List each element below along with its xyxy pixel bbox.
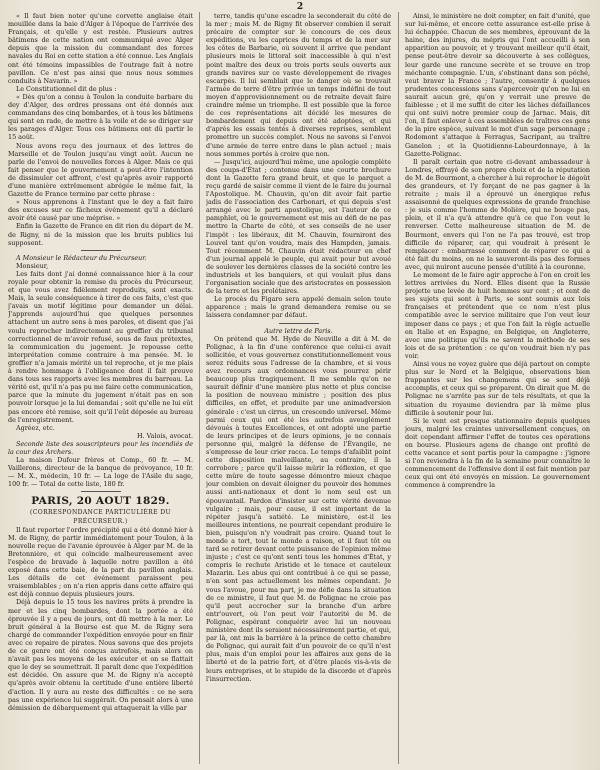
paragraph: Le moment de le faire agir approche à l'on en croit les lettres arrivées du Nord. Elles disent que la Russie projette une levée de huit hommes sur cent ; et cent de ses sujets qui sont à Paris, se sont soumis aux lois françaises et prétendent que ce nom n'est plus compatible avec le service militaire que l'on veut leur imposer dans ce pays ; et que l'on fait la règle actuelle en Italie et en Espagne, en Belgique, en Angleterre, avec une politique qu'ils ne savent la méthode de ses lois et de sa prétention : ce qu'on voudrait bien n'y pas voir. — [405, 271, 590, 360]
letter-heading: A Monsieur le Rédacteur du Précurseur. — [16, 253, 147, 262]
column-rule — [199, 12, 200, 764]
salutation: Monsieur, — [16, 261, 49, 270]
paragraph: « Dès qu'on a connu à Toulon la conduite barbare du dey d'Alger, des ordres pressans ont été donnés aux commandans des cinq bombardes, et à tous les bâtimens qui sont en rade, de mettre à la voile et de se diriger sur les parages d'Alger. Tous ces bâtimens ont dû partir le 15 août. — [8, 92, 193, 142]
paragraph: Il paraît certain que notre ci-devant ambassadeur à Londres, effrayé de son propre choix et de la réputation de M. de Bourmont, a chercher à lui reprocher le dégoût des grandeurs, et l'y forçant de ne pas gagner à la retraite ; mais il a éprouvé un énergique refus assaisonné de quelques expressions de grande franchise : je suis comme l'homme de Molière, qui ne bouge pas, plein, et il n'a qu'à attendre qu'à ce que l'on veut le renverser. Cette malheureuse situation de M. de Bourmont, envers qui l'on ne l'a pas trouvé, est trop difficile de réparer, car, qui voudrait à présent le remplacer : embarrassé comment de réparer ce qui a été fait du moins, on ne la sauveront-ils pas des formes avec, qui nuiront aucune pensée d'utilité à la couronne. — [405, 157, 590, 271]
paragraph: Ainsi vous ne voyez guère que déjà partout on compte plus sur le Nord et la Belgique, observations bien frappantes sur les changemens qui se sont déjà accomplis, et ceux qui se préparent. On dirait que M. de Polignac ne s'arrête pas sur de tels résultats, et que la situation du royaume deviendra par là même plus difficile à soutenir pour lui. — [405, 360, 590, 417]
dateline: PARIS, 20 AOUT 1829. — [31, 495, 170, 508]
separator — [81, 491, 121, 492]
paragraph: — Jusqu'ici, aujourd'hui même, une apologie complète des coups-d'État ; contenue dans une courte brochure dont la Gazette fera grand bruit, et que le parquet a reçu gardé de saisir comme il vient de le faire du journal l'Apostolique. M. Chauvin, qu'on dit avoir fait partie jadis de l'association des Carbonari, et qui depuis s'est arrangé avec le parti apostolique, est l'auteur de ce pamphlet, où le gouvernement est mis au défi de ne pas mettre la Charte de côté, et ses conseils de ne user l'impôt : les libéraux, dit M. Chauvin, fourniront des Louvel tant qu'on voudra, mais des Hampden, jamais. Tout récemment M. Chauvin était rédacteur en chef d'un journal appelé le peuple, qui avait pour but avoué de soulever les dernières classes de la société contre les industriels et les banquiers, et qui voulait plus dans l'organisation sociale que des aristocrates en possession de la terre et les prolétaires. — [206, 157, 391, 296]
paragraph: « Nous apprenons à l'instant que le dey a fait faire des excuses sur ce fâcheux événement qu'il a déclaré avoir été causé par une méprise. » — [8, 198, 193, 223]
paragraph: Il faut reporter l'ordre précipité qui a été donné hier à M. de Rigny, de partir immédiatement pour Toulon, à la nouvelle reçue de l'avanie éprouvée à Alger par M. de la Bretonnière, et qui coïncide malheureusement avec l'espèce de bravade à laquelle notre pavillon a été exposé dans cette baie, de la part du pavillon anglais. Les détails de cet événement paraissent peu vraisemblables ; on n'a rien appris dans cette affaire qui est déjà connue depuis plusieurs jours. — [8, 525, 193, 599]
page-number: 2 — [296, 2, 304, 12]
separator — [81, 250, 121, 251]
signature: H. Valois, avocat. — [136, 431, 193, 440]
paragraph: Déjà depuis le 15 tous les navires prêts à prendre la mer et les cinq bombardes, dont la portée a été éprouvée il y a peu de jours, ont dû mettre à la mer. Le bruit général à la Bourse est que M. de Rigny sera chargé de commander l'expédition envoyée pour en finir avec ce repaire de pirates. Nous savons que des projets de ce genre ont été conçus autrefois, mais alors on n'avait pas les moyens de les exécuter et on se flattait que le dey se soumettrait. Il paraît donc que l'expédition est décidée. On assure que M. de Rigny n'a accepté qu'après avoir obtenu la certitude d'une entière liberté d'action. Il y aura au reste des difficultés : ce ne sera pas une expérience lui suggérait. On pensait alors à une démission de débarquement qui attaquerait la ville par — [8, 598, 193, 712]
paragraph: Enfin la Gazette de France en dit rien du départ de M. de Rigny, ni de la mission que les bruits publics lui supposent. — [8, 222, 193, 247]
section-heading: Autre lettre de Paris. — [264, 326, 333, 335]
paragraph: Les faits dont j'ai donné connaissance hier à la cour royale pour obtenir la remise du procès du Précurseur, et que vous avez fidèlement reproduits, sont exacts. Mais, la seule conséquence à tirer de ces faits, c'est que j'avais un motif légitime pour demander un délai. J'apprends aujourd'hui que quelques personnes attachent un autre sens à mes paroles, et disent que j'ai voulu reprocher indirectement au greffier du tribunal correctionnel de m'avoir refusé, sous de faux prétextes, la communication du jugement. Je repousse cette interprétation comme contraire à ma pensée. M. le greffier n'a jamais mérité un tel reproche, et je me plais à rendre hommage à l'obligeance dont il fait preuve dans tous ses rapports avec les membres du barreau. La vérité est, qu'il n'a pas pu me faire cette communication, parce que la minute du jugement n'était pas en son pouvoir lorsque je la lui demandai ; soit qu'elle ne lui eût pas encore été remise, soit qu'il l'eût déposée au bureau de l'enregistrement. — [8, 269, 193, 424]
paragraph: Nous avons reçu des journaux et des lettres de Marseille et de Toulon jusqu'au vingt août. Aucun ne parle de l'envoi de nouvelles forces à Alger. Mais ce qui fait penser que le gouvernement a peut-être l'intention de dissimuler cet affront, c'est qu'après avoir rapporté d'une manière extrêmement abrégée le même fait, la Gazette de France termine par cette phrase : — [8, 141, 193, 199]
column-2 — [206, 12, 391, 766]
subscription-heading: Seconde liste des souscripteurs pour les incendiés de la cour des Archers. — [8, 439, 193, 456]
column-3 — [405, 12, 590, 766]
paragraph: Ainsi, le ministère ne doit compter, en fait d'unité, que sur lui-même, et encore cette assurance est-elle prise à lui échappée. Chacun de ses membres, éprouvant de la haine, des injures, du mépris qui l'ont accueilli à son apparition au pouvoir, et y trouvant meilleur qu'il était, pense peut-être devoir sa découverte à ses collègues, leur garde une rancune secrète et se trouve en trop méchante compagnie. L'un, s'obstinant dans son péché, veut braver la France ; l'autre, consentir à quelques prudentes concessions sans s'apercevoir qu'on ne lui en saurait aucun gré, qu'on y verrait une preuve de faiblesse ; et il me suffit de citer les lâches défaillances qui ont suivi notre premier coup de Jarnac. Mais, dit l'on, il faut enlever à ces assemblées de traîtres ces gens de la pire espèce, suivant le mot d'un sage personnage ; Rodomont s'attaque à Ferragus, Sacripant, au traître Ganelon ; et la Quotidienne-Labourdonnaye, à la Gazette-Polignac. — [405, 12, 590, 158]
column-rule — [398, 12, 399, 764]
paragraph: terre, tandis qu'une escadre la seconderait du côté de la mer ; mais M. de Rigny fit observer combien il serait précaire de compter sur le concours de ces deux expéditions, vu les caprices du temps et de la mer sur les côtes de Barbarie, où souvent il arrive que pendant plusieurs mois le littoral soit inaccessible à qui n'est point maître des deux ou trois ports seuls ouverts aux grands navires sur ce vaste développement de rivages escarpés. Il lui semblait que le danger où se trouvait l'armée de terre d'être privée un temps indéfini de tout moyen d'approvisionnement ou de retraite devait faire craindre même un triomphe. Il est possible que la force de ces représentations ait décidé les mesures de bombardement qui depuis ont été adoptées, et qui d'après les essais tentés à diverses reprises, semblent promettre un succès complet. Nous ne savons si l'envoi d'une armée de terre entre dans le plan actuel ; mais nous sommes portés à croire que non. — [206, 12, 391, 158]
paragraph: « Il faut bien noter qu'une corvette anglaise était mouillée dans la baie d'Alger à l'époque de l'arrivée des Français, et qu'elle y est restée. Plusieurs autres bâtimens de cette nation ont communiqué avec Alger depuis que la mission du commandant des forces navales du Roi en cette station a été connue. Les Anglais ont été témoins impassibles de l'outrage fait à notre pavillon. Ce n'est pas ainsi que nous nous sommes conduits à Navarin. » — [8, 12, 193, 85]
correspondence-line: (CORRESPONDANCE PARTICULIÈRE DU PRÉCURSEUR.) — [30, 509, 171, 525]
separator — [279, 323, 319, 324]
paragraph: Si le vent est presque stationnaire depuis quelques jours, malgré les craintes universellement conçues, on doit cependant affirmer l'effet de toutes ces opérations en bourse. Plusieurs agens de change ont profité de cette vacance et sont partis pour la campagne : j'ignore si l'on reviendra à la fin de la semaine pour connaître le commencement de l'offensive dont il est fait mention par ceux qui ont été envoyés en mission. Le gouvernement commence à comprendre la — [405, 416, 590, 490]
paragraph: On prétend que M. Hyde de Neuville a dit à M. de Polignac, à la fin d'une conférence que celui-ci avait sollicitée, et vous gouvernez constitutionnellement vous serez réduits sous l'adresse de la chambre, et si vous avez recours aux ordonnances vous pourrez périr beaucoup plus tragiquement. Il me semble qu'on ne saurait définir d'une manière plus nette et plus concise la position de nouveau ministre ; position des plus difficiles, en effet, et produite par une animadversion générale : c'est un cirrus, un crescendo universel. Même parmi ceux qui ont été les autrefois aveuglément dévoués à toutes Excellences, et ont adopté une partie de leurs principes et de leurs opinions, je ne connais personne qui, malgré la défense de l'Évangile, ne s'empresse de leur crier racca. Le temps d'afaiblit point cette disposition malveillante, au contraire, il la corrobore ; parce qu'il laisse mûrir la réflexion, et que cette mûre de toute sagesse démontre mieux chaque jour combien on devait éloigner du pouvoir des hommes aussi anti-nationaux et dont le nom seul est un épouvantail. Pardon d'insister sur cette vérité devenue vulgaire ; mais, pour cause, il est important de la répéter jusqu'à satiété. Le ministère, est-il les meilleures intentions, ne pourrait cependant produire le bien, puisqu'on n'y voudrait pas croire. Quand tout le monde a tort, tout le monde a raison, et il faut tôt ou tard se retirer devant cette puissance de l'opinion même injuste ; c'est ce qu'ont senti tous les hommes d'État, y compris le rechute Aristide et le tenace et cauteleux Mazarin. Les abus qui ont contribué à ce qui se passe, n'en sont pas actuellement les mêmes cependant. Je vous l'avoue, pour ma part, je me défie dans la situation de ce ministre, il faut que M. de Polignac ne croie pas qu'il peut accrocher sur la branche d'un arbre entr'ouvert, où l'on peut voir l'autorité de M. de Polignac, espérant conquérir avec lui un nouveau ministère dont ils seraient nécessairement partie, et qui, par là, ont mis la barrière à la prince de cette chambre de Polignac, qui aurait fait d'un pouvoir de ce qu'il n'est plus, mais d'un emploi pour les affaires aux gens de la liberté et de la patrie fort, et d'être placés vis-à-vis de leurs entreprises, et le stupide de la discorde et d'après l'insurrection. — [206, 334, 391, 683]
paragraph: Le procès du Figaro sera appelé demain selon toute apparence ; mais le grand demandera remise ou se laissera condamner par défaut. — [206, 295, 391, 320]
column-1 — [8, 12, 193, 766]
closing: Agréez, etc. — [16, 423, 55, 432]
paragraph: La maison Dufour frères et Comp., 60 fr. — M. Vaillerons, directeur de la banque de prévoyance, 10 fr. — M. X., médecin, 10 fr. — La loge de l'Asile du sage, 100 fr. — Total de cette liste, 180 fr. — [8, 456, 193, 489]
paragraph: Le Constitutionnel dit de plus : — [16, 84, 117, 93]
